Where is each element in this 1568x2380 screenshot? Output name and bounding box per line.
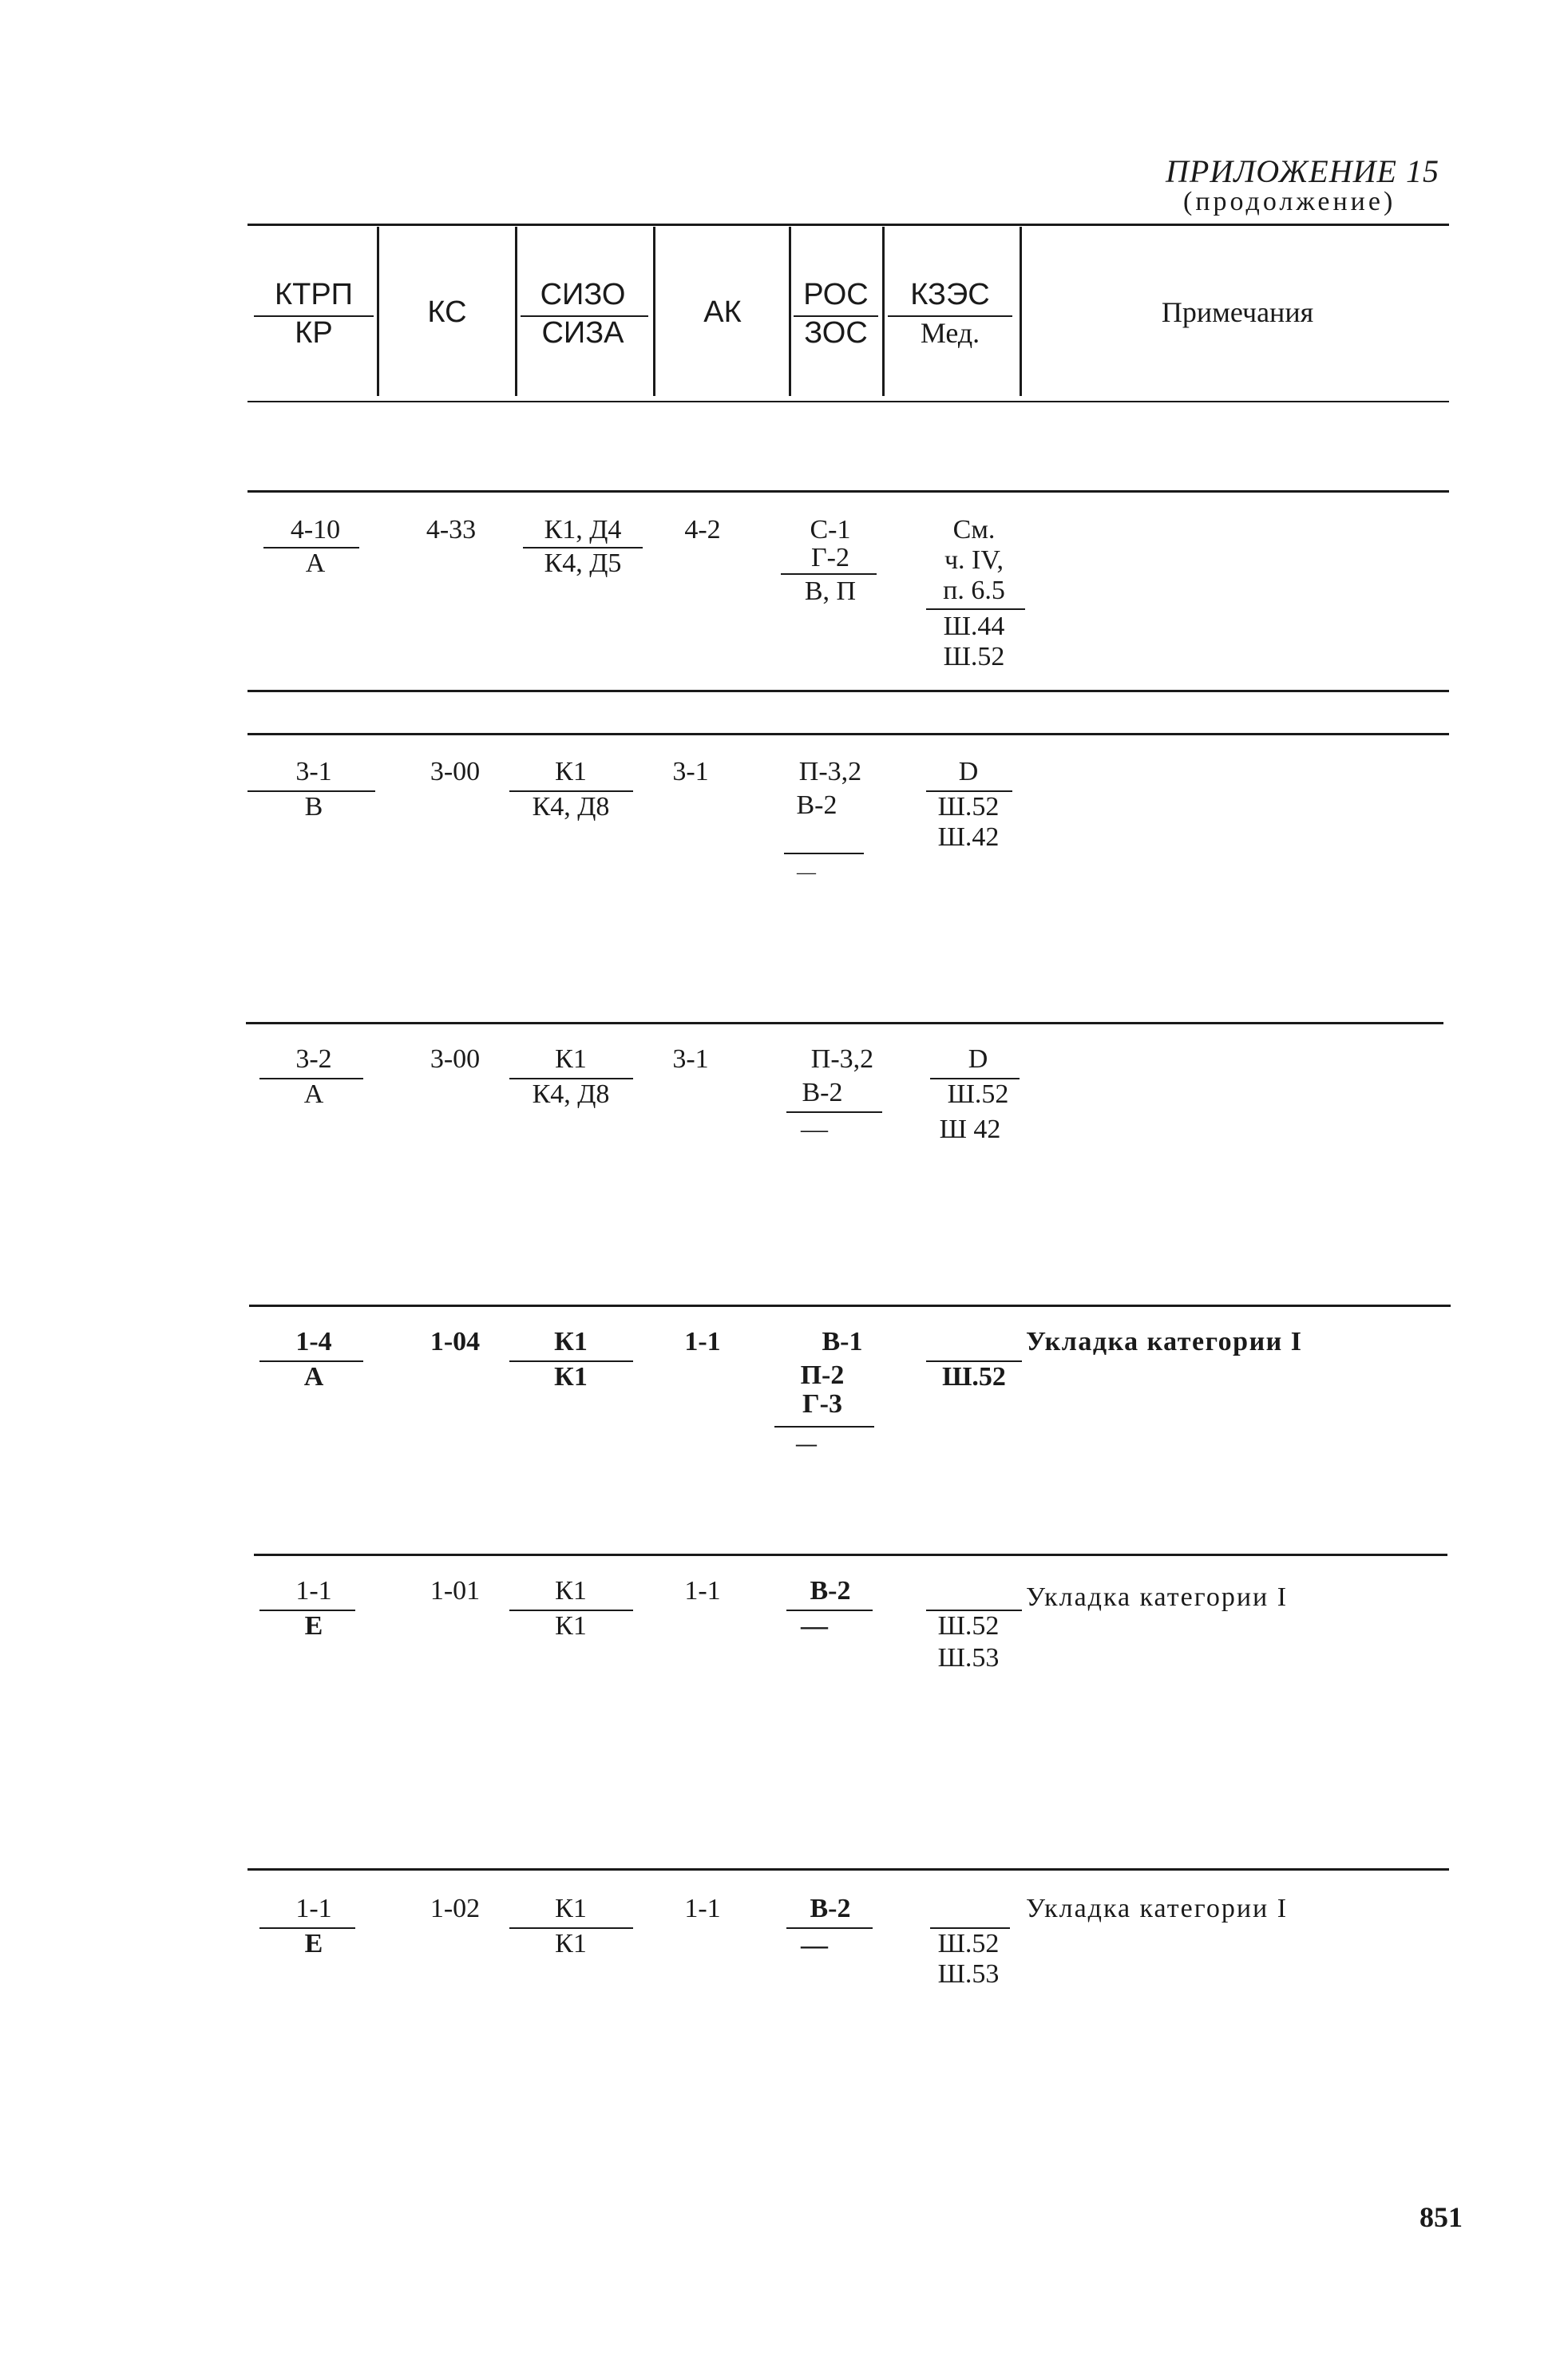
row-ros-2: Г-2 xyxy=(811,543,849,572)
row-siza: К1 xyxy=(555,1611,587,1641)
row-ks: 3-00 xyxy=(430,1044,481,1074)
row-kzes-1: D xyxy=(968,1044,988,1074)
row-med-1: Ш.52 xyxy=(942,1362,1006,1392)
row-siza: К4, Д8 xyxy=(532,792,610,822)
header-ak: АК xyxy=(703,295,742,329)
row-med-2: Ш.52 xyxy=(943,642,1005,671)
row-ak: 1-1 xyxy=(684,1576,721,1606)
row-zos: — xyxy=(801,1931,828,1960)
row-kzes-2: ч. IV, xyxy=(944,545,1004,575)
row-med-2: Ш.42 xyxy=(937,822,1000,852)
appendix-title: ПРИЛОЖЕНИЕ 15 xyxy=(1166,153,1439,189)
header-zos: ЗОС xyxy=(804,316,868,350)
header-ros: РОС xyxy=(803,278,869,311)
row-kzes-1: См. xyxy=(952,515,996,545)
row-ros-1: В-2 xyxy=(810,1894,851,1923)
row-ktrp: 1-4 xyxy=(295,1327,332,1356)
row-ros-1: В-1 xyxy=(822,1327,863,1356)
header-sizo: СИЗО xyxy=(540,278,626,311)
row-note: Укладка категории I xyxy=(1026,1894,1289,1923)
row-ks: 1-02 xyxy=(430,1894,481,1923)
row-ros-3: Г-3 xyxy=(802,1389,842,1419)
row-siza: К4, Д8 xyxy=(532,1079,610,1109)
row-siza: К4, Д5 xyxy=(544,548,622,578)
header-ktrp: КТРП xyxy=(274,278,353,311)
row-zos: — xyxy=(801,1611,828,1641)
row-ak: 3-1 xyxy=(672,1044,709,1074)
row-ks: 1-01 xyxy=(430,1576,481,1606)
row-zos: — xyxy=(796,1432,817,1455)
row-ks: 3-00 xyxy=(430,757,481,786)
header-kr: КР xyxy=(295,316,333,350)
row-sizo: К1 xyxy=(555,1044,587,1074)
row-zos: — xyxy=(797,862,816,883)
header-siza: СИЗА xyxy=(541,316,624,350)
row-note: Укладка категории I xyxy=(1026,1327,1303,1356)
row-ros-1: П-3,2 xyxy=(798,757,862,786)
page-number: 851 xyxy=(1420,2201,1463,2233)
row-ks: 1-04 xyxy=(430,1327,481,1356)
header-med: Мед. xyxy=(920,317,980,349)
row-ktrp: 3-2 xyxy=(295,1044,332,1074)
row-ak: 1-1 xyxy=(684,1894,721,1923)
row-ros-2: В-2 xyxy=(796,790,837,820)
row-ros-2: П-2 xyxy=(800,1360,845,1390)
row-siza: К1 xyxy=(554,1362,588,1392)
row-med-2: Ш.53 xyxy=(937,1643,1000,1673)
row-kzes-3: п. 6.5 xyxy=(943,576,1005,605)
row-ktrp: 3-1 xyxy=(295,757,332,786)
row-med-2: Ш.53 xyxy=(937,1959,1000,1989)
row-ks: 4-33 xyxy=(426,515,477,545)
row-ros-1: П-3,2 xyxy=(810,1044,874,1074)
row-siza: К1 xyxy=(555,1929,587,1958)
row-kr: Е xyxy=(304,1611,323,1641)
row-med-1: Ш.52 xyxy=(937,1611,1000,1641)
row-ktrp: 1-1 xyxy=(295,1576,332,1606)
header-kzes: КЗЭС xyxy=(910,278,990,311)
row-ros-1: С-1 xyxy=(810,515,851,545)
row-med-2: Ш 42 xyxy=(939,1115,1001,1144)
row-ros-2: В-2 xyxy=(802,1078,843,1107)
row-kr: А xyxy=(303,1079,324,1109)
row-kr: Е xyxy=(304,1929,323,1958)
row-sizo: К1, Д4 xyxy=(544,515,622,545)
row-kzes-1: D xyxy=(958,757,979,786)
row-ak: 3-1 xyxy=(672,757,709,786)
row-med-1: Ш.52 xyxy=(937,792,1000,822)
row-med-1: Ш.44 xyxy=(943,612,1005,641)
header-notes: Примечания xyxy=(1161,296,1314,328)
row-zos: — xyxy=(801,1115,828,1144)
row-kr: В xyxy=(304,792,323,822)
row-sizo: К1 xyxy=(555,1576,587,1606)
row-note: Укладка категории I xyxy=(1026,1582,1289,1612)
row-kr: А xyxy=(305,548,326,578)
row-sizo: К1 xyxy=(555,1894,587,1923)
row-ktrp: 4-10 xyxy=(290,515,341,545)
appendix-subtitle: (продолжение) xyxy=(1183,187,1396,216)
row-med-1: Ш.52 xyxy=(937,1929,1000,1958)
row-ak: 4-2 xyxy=(684,515,721,545)
row-ak: 1-1 xyxy=(684,1327,721,1356)
row-sizo: К1 xyxy=(554,1327,588,1356)
row-ktrp: 1-1 xyxy=(295,1894,332,1923)
row-kr: А xyxy=(303,1362,324,1392)
row-zos: В, П xyxy=(804,576,857,606)
row-med-1: Ш.52 xyxy=(947,1079,1009,1109)
row-ros-1: В-2 xyxy=(810,1576,851,1606)
header-ks: КС xyxy=(427,295,467,329)
row-sizo: К1 xyxy=(555,757,587,786)
